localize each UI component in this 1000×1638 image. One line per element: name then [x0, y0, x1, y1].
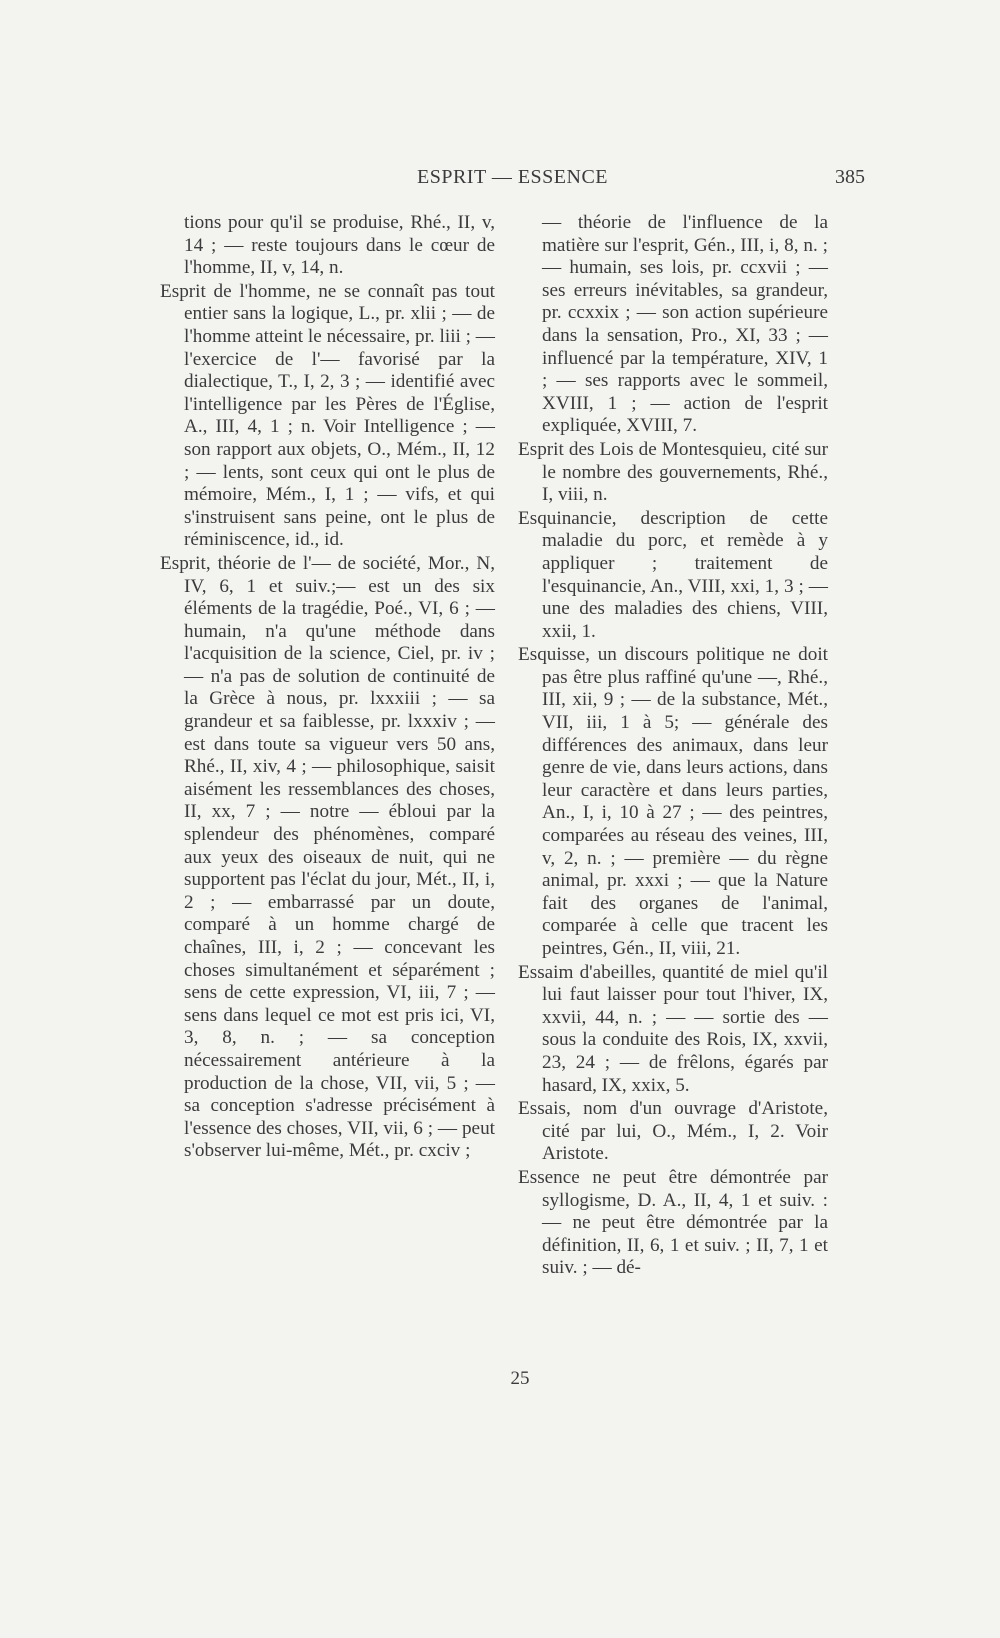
index-entry: Esquisse, un discours politique ne doit pas être plus raffiné qu'une —, Rhé., III, xii, 9 ; — de la substance, Mét., VII, iii, 1 à 5; — générale des différences des animaux, dans leur genre de vie, dans leurs actions, dans leur caractère et dans leurs parties, An., I, i, 10 à 27 ; — des peintres, comparées au réseau des veines, III, v, 2, n. ; — première — du règne animal, pr. xxxi ; — que la Nature fait des organes de l'animal, comparée à celle que tracent les peintres, Gén., II, viii, 21. — [518, 644, 828, 959]
index-entry: Esprit de l'homme, ne se connaît pas tout entier sans la logique, L., pr. xlii ; — de l'homme atteint le nécessaire, pr. liii ; — l'exercice de l'— favorisé par la dialectique, T., I, 2, 3 ; — identifié avec l'intelligence par les Pères de l'Église, A., III, 4, 1 ; n. Voir Intelligence ; — son rapport aux objets, O., Mém., II, 12 ; — lents, sont ceux qui ont le plus de mémoire, Mém., I, 1 ; — vifs, et qui s'instruisent sans peine, ont le plus de réminiscence, id., id. — [160, 280, 495, 551]
index-entry: Essais, nom d'un ouvrage d'Aristote, cité par lui, O., Mém., I, 2. Voir Aristote. — [518, 1098, 828, 1165]
signature-mark: 25 — [510, 1368, 530, 1389]
index-entry: Esprit, théorie de l'— de société, Mor., N, IV, 6, 1 et suiv.;— est un des six éléments de la tragédie, Poé., VI, 6 ; — humain, n'a qu'une méthode dans l'acquisition de la science, Ciel, pr. iv ; — n'a pas de solution de continuité de la Grèce à nous, pr. lxxxiii ; — sa grandeur et sa faiblesse, pr. lxxxiv ; — est dans toute sa vigueur vers 50 ans, Rhé., II, xiv, 4 ; — philosophique, saisit aisément les ressemblances des choses, II, xx, 7 ; — notre — ébloui par la splendeur des phénomènes, comparé aux yeux des oiseaux de nuit, qui ne supportent pas l'éclat du jour, Mét., II, i, 2 ; — embarrassé par un doute, comparé à un homme chargé de chaînes, III, i, 2 ; — concevant les choses simultanément et séparément ; sens de cette expression, VI, iii, 7 ; — sens dans lequel ce mot est pris ici, VI, 3, 8, n. ; — sa conception nécessairement antérieure à la production de la chose, VII, vii, 5 ; — sa conception s'adresse précisément à l'essence des choses, VII, vii, 6 ; — peut s'observer lui-même, Mét., pr. cxciv ; — [160, 552, 495, 1162]
index-entry: tions pour qu'il se produise, Rhé., II, v, 14 ; — reste toujours dans le cœur de l'homme, II, v, 14, n. — [184, 212, 495, 279]
running-title: ESPRIT — ESSENCE — [417, 166, 608, 188]
index-entry: Esprit des Lois de Montesquieu, cité sur le nombre des gouvernements, Rhé., I, viii, n. — [518, 438, 828, 506]
page-number: 385 — [835, 166, 865, 188]
right-column — [518, 212, 828, 1281]
index-entry: Essence ne peut être démontrée par syllogisme, D. A., II, 4, 1 et suiv. : — ne peut être démontrée par la définition, II, 6, 1 et suiv. ; II, 7, 1 et suiv. ; — dé- — [518, 1166, 828, 1279]
running-head — [160, 166, 865, 194]
index-entry: Essaim d'abeilles, quantité de miel qu'il lui faut laisser pour tout l'hiver, IX, xxvii, 44, n. ; — — sortie des — sous la conduite des Rois, IX, xxvii, 23, 24 ; — de frêlons, égarés par hasard, IX, xxix, 5. — [518, 961, 828, 1096]
index-entry: Esquinancie, description de cette maladie du porc, et remède à y appliquer ; traitement de l'esquinancie, An., VIII, xxi, 1, 3 ; — une des maladies des chiens, VIII, xxii, 1. — [518, 507, 828, 642]
index-entry: — théorie de l'influence de la matière sur l'esprit, Gén., III, i, 8, n. ; — humain, ses lois, pr. ccxvii ; — ses erreurs inévitables, sa grandeur, pr. ccxxix ; — son action supérieure dans la sensation, Pro., XI, 33 ; — influencé par la température, XIV, 1 ; — ses rapports avec le sommeil, XVIII, 1 ; — action de l'esprit expliquée, XVIII, 7. — [542, 212, 828, 437]
left-column — [160, 212, 495, 1164]
